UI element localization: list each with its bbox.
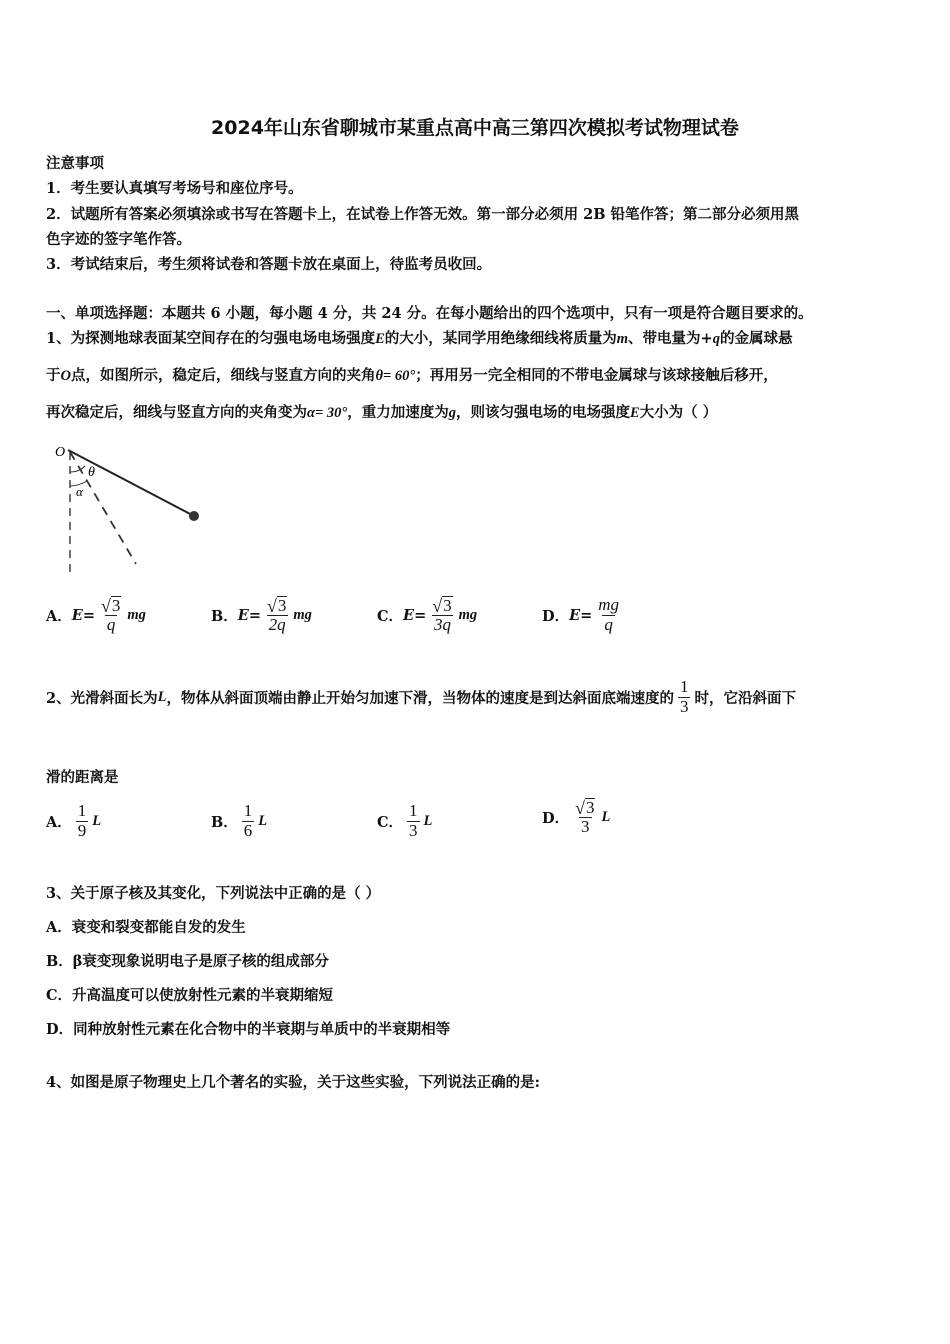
pendulum-figure [52,438,212,578]
q2-line-2: 滑的距离是 [46,769,119,786]
notice-heading: 注意事项 [46,155,104,172]
q3-option-d[interactable]: D．同种放射性元素在化合物中的半衰期与单质中的半衰期相等 [46,1021,451,1038]
charged-ball [189,511,199,521]
notice-item: 1．考生要认真填写考场号和座位序号。 [46,180,303,197]
theta-arc [70,466,85,472]
notice-item: 3．考试结束后，考生须将试卷和答题卡放在桌面上，待监考员收回。 [46,256,492,273]
label-O: O [55,445,66,460]
q1-option-a[interactable]: A． E= √ 3 q mg [46,595,146,634]
q1-line-2: 于O点，如图所示，稳定后，细线与竖直方向的夹角θ= 60°；再用另一完全相同的不带电金属球与该球接触后移开， [46,367,778,384]
q3-option-a[interactable]: A．衰变和裂变都能自发的发生 [46,919,246,936]
q1-option-b[interactable]: B． E= √ 3 2q mg [211,595,312,634]
q2-option-a[interactable]: A． $\frac{1}{9}$ L [46,801,102,840]
q2-option-b[interactable]: B． $\frac{1}{6}$ L [211,801,268,840]
label-alpha: α [76,484,83,499]
q3-stem: 3、关于原子核及其变化，下列说法中正确的是（ ） [46,885,381,902]
q1-line-3: 再次稳定后，细线与竖直方向的夹角变为α= 30°，重力加速度为g，则该匀强电场的电场强度E大小为（ ） [46,404,718,421]
label-theta: θ [88,465,95,480]
q1-option-c[interactable]: C． E= √ 3 3q mg [377,595,478,634]
q3-option-c[interactable]: C．升高温度可以使放射性元素的半衰期缩短 [46,987,334,1004]
notice-item: 色字迹的签字笔作答。 [46,231,191,248]
section-heading: 一、单项选择题：本题共 6 小题，每小题 4 分，共 24 分。在每小题给出的四个选项中，只有一项是符合题目要求的。 [46,305,813,322]
q3-option-b[interactable]: B．β衰变现象说明电子是原子核的组成部分 [46,953,329,970]
q1-option-d[interactable]: D． E= $\frac{mg}{q}$ [542,595,620,634]
page-title: 2024年山东省聊城市某重点高中高三第四次模拟考试物理试卷 [211,117,739,139]
q4-stem: 4、如图是原子物理史上几个著名的实验，关于这些实验，下列说法正确的是: [46,1074,540,1091]
q2-option-d[interactable]: D． √ 3 3 L [542,797,611,836]
q2-option-c[interactable]: C． $\frac{1}{3}$ L [377,801,433,840]
string-line [68,450,194,516]
q1-line-1: 1、为探测地球表面某空间存在的匀强电场电场强度E的大小，某同学用绝缘细线将质量为m、带电量为+q的金属球悬 [46,330,793,347]
notice-item: 2．试题所有答案必须填涂或书写在答题卡上，在试卷上作答无效。第一部分必须用 2B 铅笔作答；第二部分必须用黑 [46,206,800,223]
q2-line-1: 2、光滑斜面长为 L ，物体从斜面顶端由静止开始匀加速下滑，当物体的速度是到达斜面底端速度的 $\frac{1}{3}$ 时，它沿斜面下 [46,677,796,716]
